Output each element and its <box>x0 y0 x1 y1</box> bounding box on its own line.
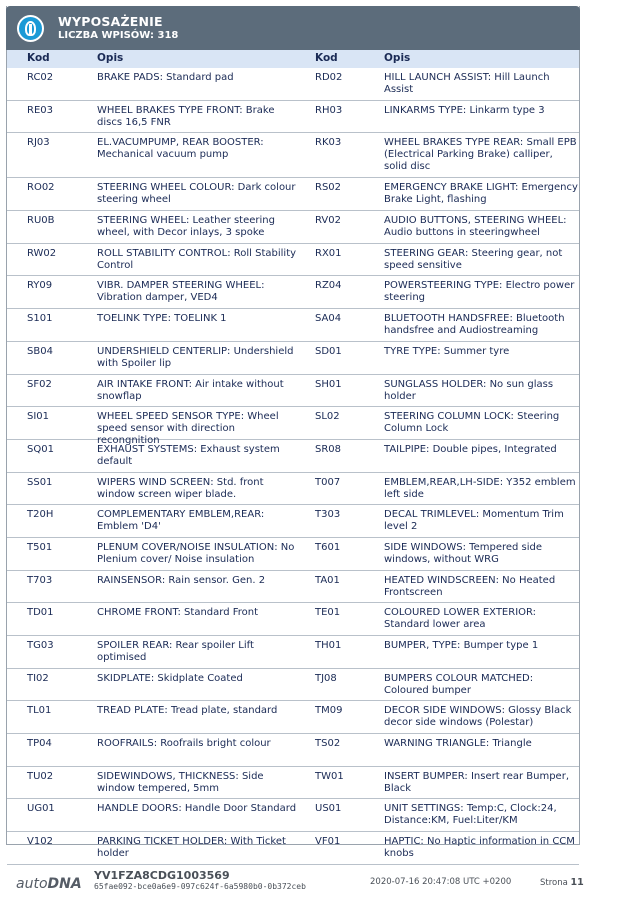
col-code-1: Kod <box>27 52 50 64</box>
description-cell: CHROME FRONT: Standard Front <box>97 607 259 619</box>
table-row <box>7 133 579 178</box>
description-cell: TYRE TYPE: Summer tyre <box>384 345 510 357</box>
description-cell: COMPLEMENTARY EMBLEM,REAR: Emblem 'D4' <box>97 509 265 533</box>
description-cell: SPOILER REAR: Rear spoiler Lift optimised <box>97 640 254 663</box>
table-row <box>7 832 579 865</box>
code-cell: T601 <box>315 541 341 553</box>
table-row <box>7 473 579 506</box>
description-cell: HANDLE DOORS: Handle Door Standard <box>97 803 297 815</box>
code-cell: T501 <box>27 541 53 553</box>
description-cell: SIDEWINDOWS, THICKNESS: Side window tempered, 5mm <box>97 770 264 794</box>
col-desc-1: Opis <box>97 52 124 64</box>
description-cell: TAILPIPE: Double pipes, Integrated <box>384 443 557 455</box>
code-cell: TW01 <box>315 770 344 782</box>
column-header <box>7 50 579 68</box>
code-cell: SQ01 <box>27 443 54 455</box>
description-cell: STEERING GEAR: Steering gear, not speed sensitive <box>384 247 563 271</box>
code-cell: TM09 <box>315 705 343 717</box>
description-cell: TOELINK TYPE: TOELINK 1 <box>97 313 227 325</box>
code-cell: RV02 <box>315 215 341 227</box>
description-cell: COLOURED LOWER EXTERIOR: Standard lower area <box>384 607 537 631</box>
code-cell: RY09 <box>27 280 53 292</box>
table-row <box>7 101 579 134</box>
code-cell: TI02 <box>27 672 49 684</box>
code-cell: T007 <box>315 476 341 488</box>
code-cell: SB04 <box>27 345 53 357</box>
description-cell: EMERGENCY BRAKE LIGHT: Emergency Brake Light, flashing <box>384 182 578 206</box>
code-cell: TP04 <box>27 738 52 750</box>
code-cell: TA01 <box>315 574 340 586</box>
code-cell: RJ03 <box>27 137 50 149</box>
description-cell: PLENUM COVER/NOISE INSULATION: No Plenium cover/ Noise insulation <box>97 541 295 565</box>
section-title: WYPOSAŻENIE <box>58 14 163 29</box>
table-row <box>7 636 579 669</box>
table-row <box>7 407 579 447</box>
table-row <box>7 440 579 473</box>
code-cell: RC02 <box>27 72 54 83</box>
description-cell: STEERING WHEEL: Leather steering wheel, with Decor inlays, 3 spoke <box>97 215 275 239</box>
description-cell: WARNING TRIANGLE: Triangle <box>384 738 532 750</box>
table-row <box>7 571 579 604</box>
code-cell: SS01 <box>27 476 53 488</box>
description-cell: UNIT SETTINGS: Temp:C, Clock:24, Distance:KM, Fuel:Liter/KM <box>384 803 557 827</box>
description-cell: EMBLEM,REAR,LH-SIDE: Y352 emblem left side <box>384 476 576 500</box>
table-row <box>7 538 579 571</box>
description-cell: WIPERS WIND SCREEN: Std. front window screen wiper blade. <box>97 476 264 500</box>
table-row <box>7 342 579 375</box>
code-cell: TJ08 <box>315 672 337 684</box>
description-cell: EXHAUST SYSTEMS: Exhaust system default <box>97 443 280 467</box>
code-cell: TH01 <box>315 640 342 651</box>
code-cell: V102 <box>27 836 53 848</box>
description-cell: UNDERSHIELD CENTERLIP: Undershield with Spoiler lip <box>97 345 294 369</box>
table-row <box>7 505 579 538</box>
code-cell: SR08 <box>315 443 342 455</box>
description-cell: SIDE WINDOWS: Tempered side windows, without WRG <box>384 541 543 565</box>
table-row <box>7 375 579 408</box>
description-cell: VIBR. DAMPER STEERING WHEEL: Vibration damper, VED4 <box>97 280 265 304</box>
code-cell: T303 <box>315 509 341 521</box>
code-cell: SF02 <box>27 378 52 390</box>
code-cell: US01 <box>315 803 342 815</box>
code-cell: RE03 <box>27 104 53 116</box>
table-row <box>7 178 579 211</box>
code-cell: RH03 <box>315 104 343 116</box>
code-cell: RU0B <box>27 215 55 227</box>
info-icon-bar <box>29 24 32 34</box>
code-cell: T703 <box>27 574 53 586</box>
code-cell: VF01 <box>315 836 341 848</box>
description-cell: BLUETOOTH HANDSFREE: Bluetooth handsfree and Audiostreaming <box>384 313 565 337</box>
table-row <box>7 309 579 342</box>
code-cell: RD02 <box>315 72 343 83</box>
description-cell: DECAL TRIMLEVEL: Momentum Trim level 2 <box>384 509 564 533</box>
entry-count: LICZBA WPISÓW: 318 <box>58 30 179 41</box>
description-cell: EL.VACUMPUMP, REAR BOOSTER: Mechanical vacuum pump <box>97 137 264 161</box>
vin-number: YV1FZA8CDG1003569 <box>94 869 230 882</box>
code-cell: SA04 <box>315 313 342 325</box>
description-cell: BUMPER, TYPE: Bumper type 1 <box>384 640 539 651</box>
description-cell: SKIDPLATE: Skidplate Coated <box>97 672 243 684</box>
description-cell: STEERING WHEEL COLOUR: Dark colour steering wheel <box>97 182 296 206</box>
info-icon <box>17 15 44 42</box>
table-row <box>7 244 579 277</box>
table-row <box>7 701 579 734</box>
description-cell: AUDIO BUTTONS, STEERING WHEEL: Audio buttons in steeringwheel <box>384 215 567 239</box>
table-row <box>7 767 579 800</box>
description-cell: TREAD PLATE: Tread plate, standard <box>97 705 278 717</box>
code-cell: SL02 <box>315 411 340 423</box>
description-cell: WHEEL BRAKES TYPE FRONT: Brake discs 16,5 FNR <box>97 104 275 128</box>
code-cell: TD01 <box>27 607 54 619</box>
section-header <box>6 6 580 50</box>
code-cell: S101 <box>27 313 53 325</box>
code-cell: RS02 <box>315 182 342 194</box>
description-cell: SUNGLASS HOLDER: No sun glass holder <box>384 378 554 402</box>
description-cell: DECOR SIDE WINDOWS: Glossy Black decor side windows (Polestar) <box>384 705 572 729</box>
code-cell: TL01 <box>27 705 52 717</box>
description-cell: HEATED WINDSCREEN: No Heated Frontscreen <box>384 574 556 598</box>
report-timestamp: 2020-07-16 20:47:08 UTC +0200 <box>370 877 512 887</box>
table-row <box>7 799 579 832</box>
code-cell: RZ04 <box>315 280 342 292</box>
description-cell: INSERT BUMPER: Insert rear Bumper, Black <box>384 770 569 794</box>
description-cell: LINKARMS TYPE: Linkarm type 3 <box>384 104 545 116</box>
description-cell: RAINSENSOR: Rain sensor. Gen. 2 <box>97 574 266 586</box>
code-cell: TE01 <box>315 607 341 619</box>
description-cell: AIR INTAKE FRONT: Air intake without snowflap <box>97 378 284 402</box>
page-number: Strona 11 <box>540 877 584 888</box>
description-cell: ROOFRAILS: Roofrails bright colour <box>97 738 271 750</box>
code-cell: SH01 <box>315 378 342 390</box>
table-row <box>7 276 579 309</box>
description-cell: HILL LAUNCH ASSIST: Hill Launch Assist <box>384 72 550 95</box>
code-cell: RW02 <box>27 247 57 259</box>
autodna-logo: autoDNA <box>16 876 82 892</box>
code-cell: TU02 <box>27 770 54 782</box>
equipment-table <box>7 68 579 865</box>
col-code-2: Kod <box>315 52 338 64</box>
table-row <box>7 603 579 636</box>
code-cell: TS02 <box>315 738 341 750</box>
code-cell: RK03 <box>315 137 342 149</box>
report-hash: 65fae092-bce0a6e9-097c624f-6a5980b0-0b372ceb <box>94 882 306 891</box>
description-cell: ROLL STABILITY CONTROL: Roll Stability Control <box>97 247 297 271</box>
description-cell: BRAKE PADS: Standard pad <box>97 72 234 83</box>
code-cell: TG03 <box>27 640 54 651</box>
description-cell: WHEEL BRAKES TYPE REAR: Small EPB (Electrical Parking Brake) calliper, solid disc <box>384 137 577 173</box>
code-cell: UG01 <box>27 803 55 815</box>
table-row <box>7 734 579 767</box>
code-cell: SI01 <box>27 411 50 423</box>
code-cell: RX01 <box>315 247 342 259</box>
description-cell: BUMPERS COLOUR MATCHED: Coloured bumper <box>384 672 534 696</box>
col-desc-2: Opis <box>384 52 411 64</box>
code-cell: T20H <box>27 509 54 521</box>
description-cell: HAPTIC: No Haptic information in CCM knobs <box>384 836 575 860</box>
table-row <box>7 68 579 101</box>
description-cell: PARKING TICKET HOLDER: With Ticket holder <box>97 836 286 860</box>
description-cell: WHEEL SPEED SENSOR TYPE: Wheel speed sensor with direction recongnition <box>97 411 279 447</box>
description-cell: STEERING COLUMN LOCK: Steering Column Lock <box>384 411 560 435</box>
code-cell: RO02 <box>27 182 55 194</box>
code-cell: SD01 <box>315 345 342 357</box>
table-row <box>7 211 579 244</box>
table-row <box>7 669 579 702</box>
description-cell: POWERSTEERING TYPE: Electro power steering <box>384 280 575 304</box>
